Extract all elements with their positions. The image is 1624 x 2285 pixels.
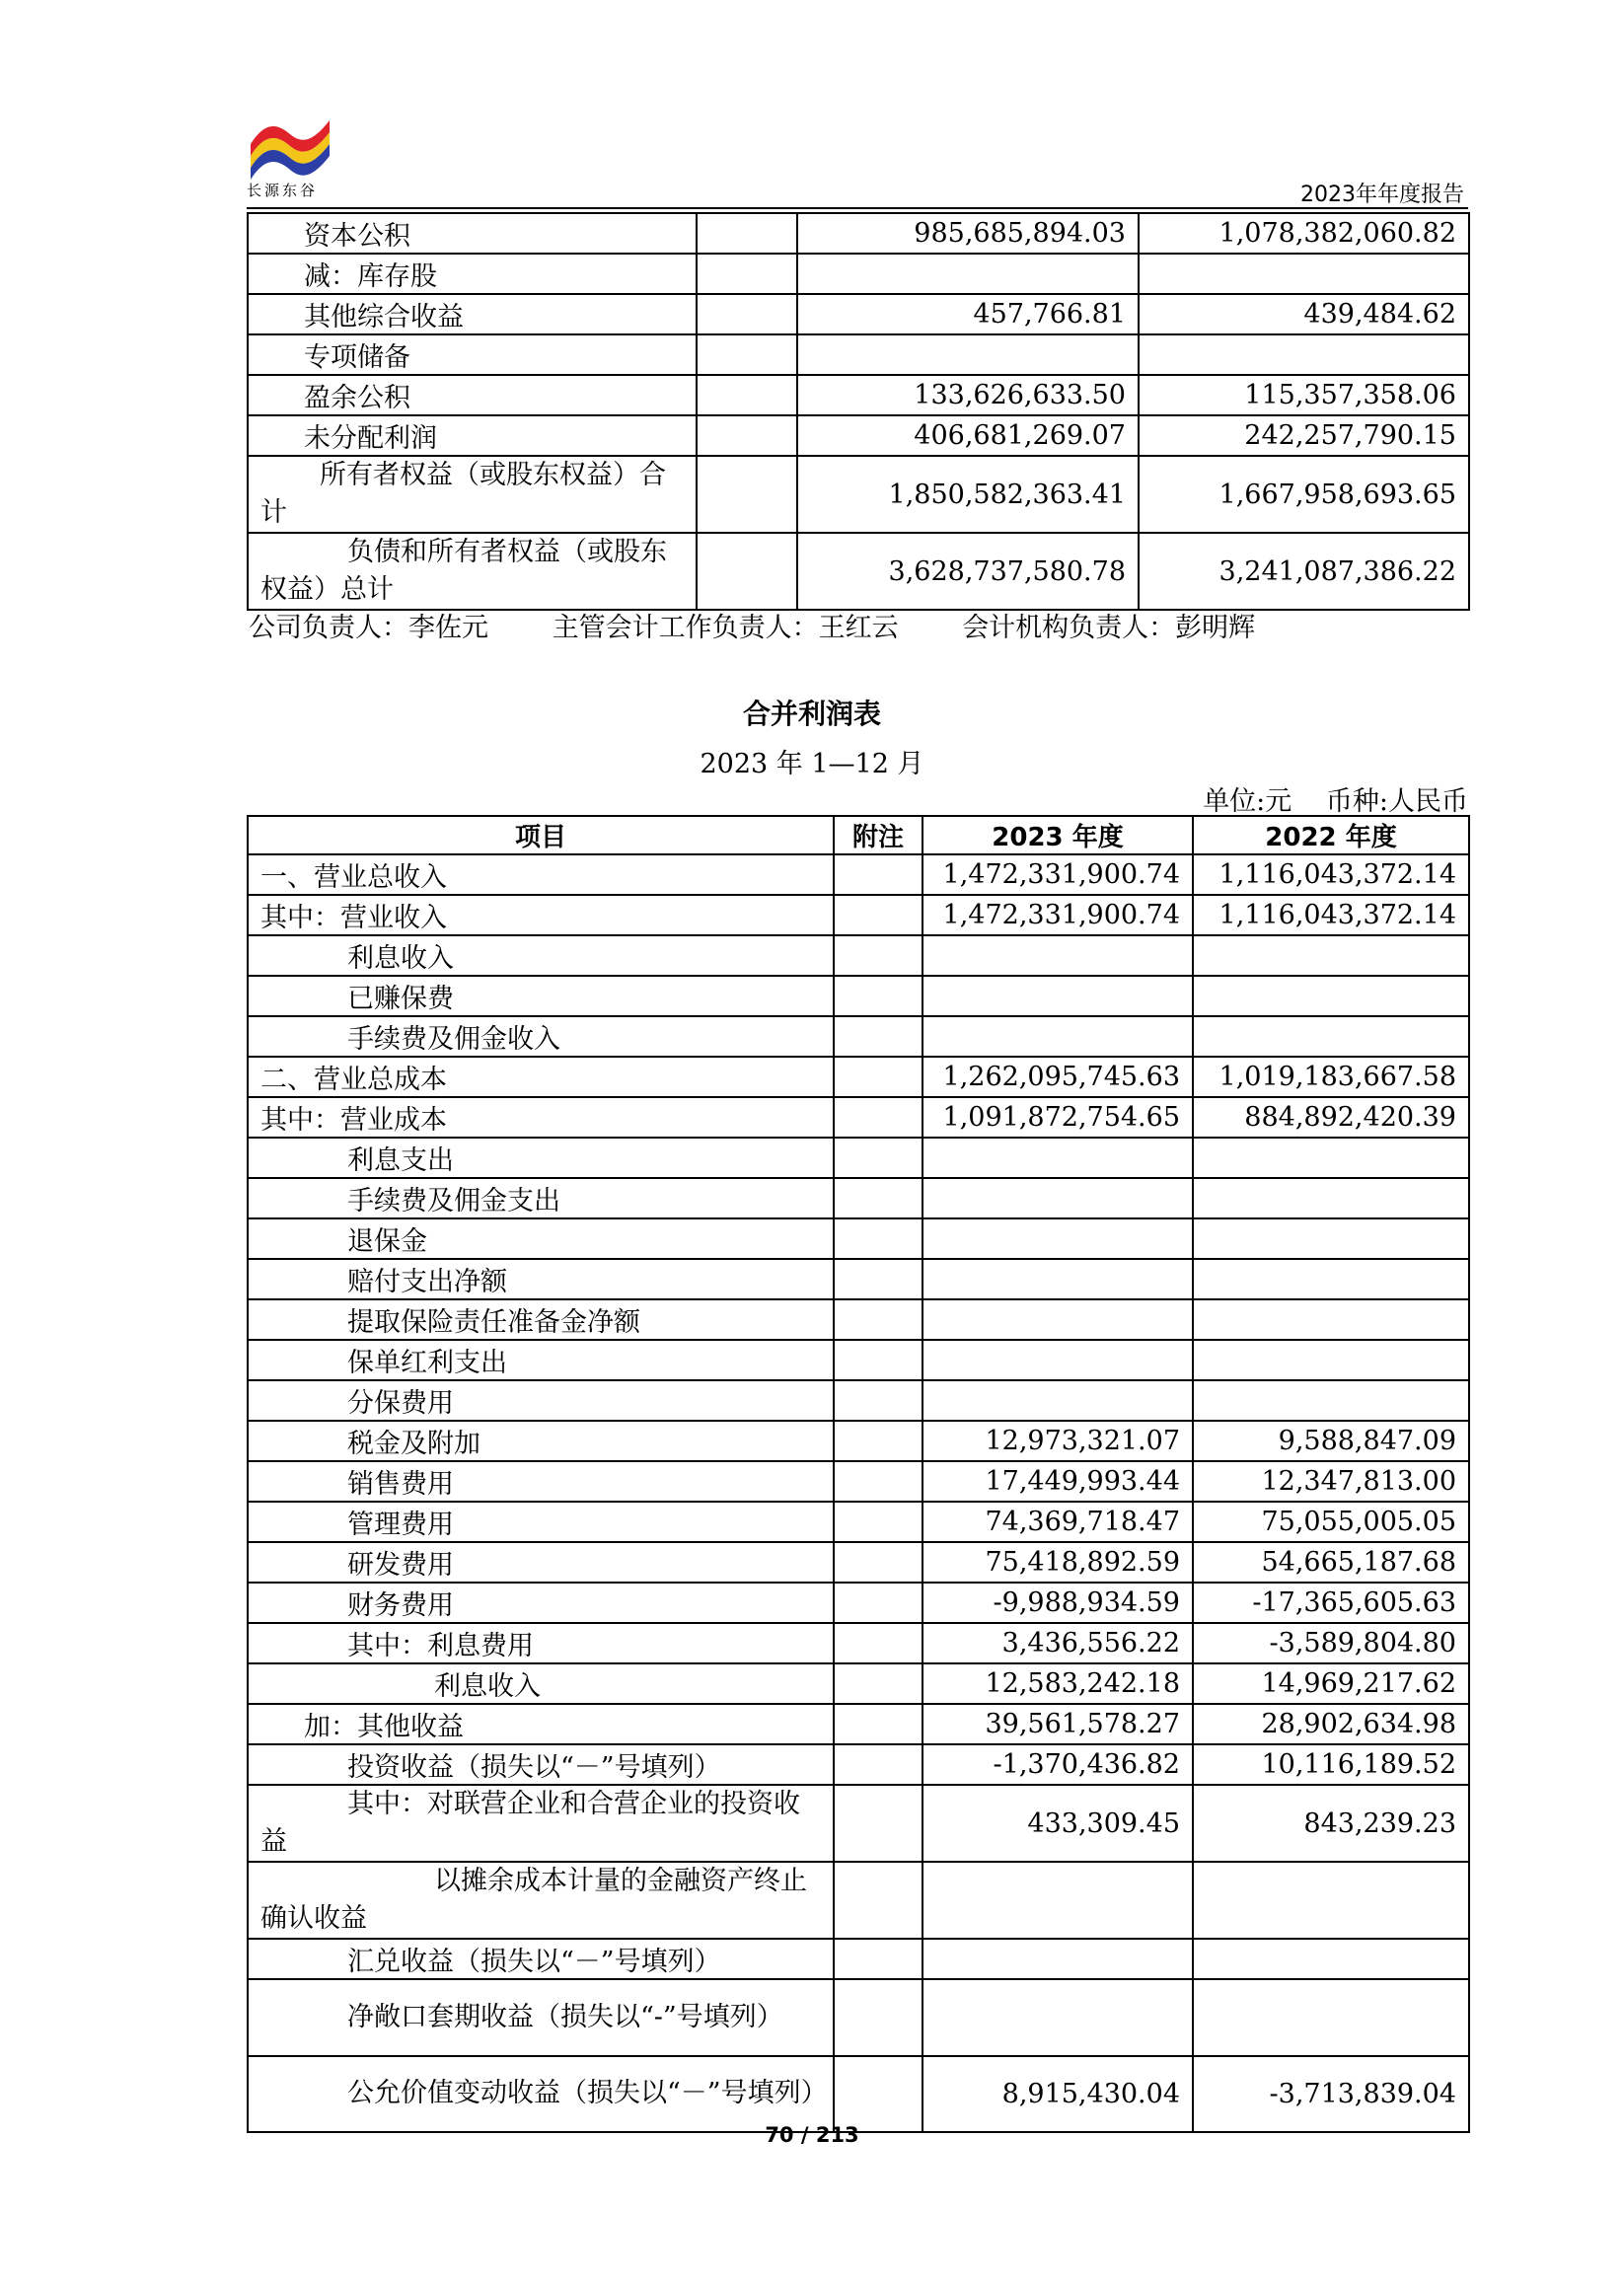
row-prior-value	[1193, 1138, 1469, 1178]
row-note	[697, 533, 797, 610]
row-item-label: 投资收益（损失以“－”号填列）	[248, 1744, 834, 1785]
table-row	[248, 976, 1469, 1016]
table-row	[248, 1138, 1469, 1178]
row-prior-value: 9,588,847.09	[1193, 1421, 1469, 1461]
row-current-value: 8,915,430.04	[923, 2056, 1193, 2133]
row-item-label: 研发费用	[248, 1542, 834, 1583]
row-item-label: 其中：对联营企业和合营企业的投资收益	[248, 1785, 834, 1862]
row-prior-value: 1,116,043,372.14	[1193, 854, 1469, 895]
company-head: 公司负责人：李佐元	[249, 613, 488, 643]
row-prior-value: 884,892,420.39	[1193, 1097, 1469, 1138]
row-item-label: 资本公积	[248, 213, 697, 254]
table-row	[248, 935, 1469, 976]
row-item-label: 提取保险责任准备金净额	[248, 1299, 834, 1340]
row-current-value: 75,418,892.59	[923, 1542, 1193, 1583]
row-current-value	[923, 1218, 1193, 1259]
row-current-value: 457,766.81	[797, 294, 1139, 334]
row-current-value	[797, 334, 1139, 375]
row-prior-value: 75,055,005.05	[1193, 1502, 1469, 1542]
table-row	[248, 1502, 1469, 1542]
row-item-label: 利息支出	[248, 1138, 834, 1178]
row-note	[834, 1016, 923, 1057]
table-row	[248, 254, 1469, 294]
row-current-value: 1,472,331,900.74	[923, 895, 1193, 935]
table-row	[248, 533, 1469, 610]
table-row	[248, 1583, 1469, 1623]
row-note	[834, 1704, 923, 1744]
row-item-label: 减：库存股	[248, 254, 697, 294]
table-row	[248, 1663, 1469, 1704]
row-item-label: 手续费及佣金支出	[248, 1178, 834, 1218]
row-item-label: 专项储备	[248, 334, 697, 375]
row-prior-value	[1193, 1259, 1469, 1299]
row-note	[697, 294, 797, 334]
row-prior-value: 28,902,634.98	[1193, 1704, 1469, 1744]
row-prior-value	[1193, 1016, 1469, 1057]
row-note	[697, 415, 797, 456]
row-prior-value: -3,589,804.80	[1193, 1623, 1469, 1663]
header-divider	[247, 207, 1468, 209]
row-item-label: 加：其他收益	[248, 1704, 834, 1744]
row-item-label: 净敞口套期收益（损失以“-”号填列）	[248, 1979, 834, 2056]
table-row	[248, 1380, 1469, 1421]
row-current-value	[923, 1979, 1193, 2056]
row-current-value	[923, 976, 1193, 1016]
row-note	[834, 1461, 923, 1502]
row-current-value	[797, 254, 1139, 294]
row-current-value: 406,681,269.07	[797, 415, 1139, 456]
row-note	[834, 976, 923, 1016]
row-item-label: 其他综合收益	[248, 294, 697, 334]
income-statement-table	[247, 815, 1470, 2133]
table-row	[248, 1218, 1469, 1259]
table-row	[248, 1097, 1469, 1138]
row-current-value: 17,449,993.44	[923, 1461, 1193, 1502]
row-item-label: 税金及附加	[248, 1421, 834, 1461]
currency-label: 币种:人民币	[1325, 786, 1468, 817]
row-prior-value: 12,347,813.00	[1193, 1461, 1469, 1502]
row-prior-value: 54,665,187.68	[1193, 1542, 1469, 1583]
row-prior-value	[1193, 1218, 1469, 1259]
row-prior-value: -3,713,839.04	[1193, 2056, 1469, 2133]
row-prior-value	[1193, 1178, 1469, 1218]
row-current-value: 3,628,737,580.78	[797, 533, 1139, 610]
accounting-head: 主管会计工作负责人：王红云	[552, 613, 899, 643]
row-item-label: 其中：营业收入	[248, 895, 834, 935]
row-note	[834, 1979, 923, 2056]
row-prior-value	[1193, 976, 1469, 1016]
table-row	[248, 854, 1469, 895]
row-item-label: 负债和所有者权益（或股东权益）总计	[248, 533, 697, 610]
table-row	[248, 1299, 1469, 1340]
row-item-label: 赔付支出净额	[248, 1259, 834, 1299]
row-current-value: 3,436,556.22	[923, 1623, 1193, 1663]
row-current-value	[923, 1016, 1193, 1057]
balance-sheet-table	[247, 212, 1470, 611]
row-prior-value	[1193, 1299, 1469, 1340]
table-row	[248, 1016, 1469, 1057]
row-current-value: -1,370,436.82	[923, 1744, 1193, 1785]
row-note	[697, 334, 797, 375]
row-prior-value: 14,969,217.62	[1193, 1663, 1469, 1704]
row-current-value	[923, 1259, 1193, 1299]
row-item-label: 手续费及佣金收入	[248, 1016, 834, 1057]
row-prior-value: 242,257,790.15	[1139, 415, 1469, 456]
row-current-value	[923, 1380, 1193, 1421]
row-current-value: 12,583,242.18	[923, 1663, 1193, 1704]
row-prior-value	[1193, 935, 1469, 976]
row-note	[834, 1138, 923, 1178]
row-item-label: 财务费用	[248, 1583, 834, 1623]
row-prior-value: 115,357,358.06	[1139, 375, 1469, 415]
table-row	[248, 2056, 1469, 2133]
column-header-current: 2023 年度	[923, 816, 1193, 854]
table-row	[248, 1461, 1469, 1502]
row-prior-value	[1193, 1979, 1469, 2056]
row-current-value	[923, 1178, 1193, 1218]
row-current-value	[923, 1862, 1193, 1939]
report-title: 2023年年度报告	[1300, 183, 1464, 207]
row-prior-value: 1,019,183,667.58	[1193, 1057, 1469, 1097]
table-row	[248, 1057, 1469, 1097]
row-item-label: 其中：利息费用	[248, 1623, 834, 1663]
company-logo	[247, 116, 333, 180]
table-row	[248, 1340, 1469, 1380]
row-note	[834, 1542, 923, 1583]
row-current-value: 1,262,095,745.63	[923, 1057, 1193, 1097]
row-current-value	[923, 1299, 1193, 1340]
accounting-org-head: 会计机构负责人：彭明辉	[962, 613, 1256, 643]
table-row	[248, 1979, 1469, 2056]
row-prior-value: 3,241,087,386.22	[1139, 533, 1469, 610]
page-number: 70 / 213	[765, 2123, 859, 2147]
row-current-value	[923, 1340, 1193, 1380]
row-prior-value	[1139, 334, 1469, 375]
row-note	[834, 1939, 923, 1979]
row-prior-value	[1193, 1939, 1469, 1979]
row-item-label: 利息收入	[248, 1663, 834, 1704]
row-item-label: 分保费用	[248, 1380, 834, 1421]
table-row	[248, 1862, 1469, 1939]
table-row	[248, 334, 1469, 375]
row-note	[834, 1421, 923, 1461]
row-current-value	[923, 935, 1193, 976]
row-current-value: 74,369,718.47	[923, 1502, 1193, 1542]
row-note	[834, 1380, 923, 1421]
row-current-value: 1,850,582,363.41	[797, 456, 1139, 533]
row-note	[834, 1502, 923, 1542]
signature-line	[249, 606, 1310, 644]
unit-label: 单位:元	[1203, 786, 1292, 817]
row-note	[834, 2056, 923, 2133]
table-row	[248, 294, 1469, 334]
row-item-label: 公允价值变动收益（损失以“－”号填列）	[248, 2056, 834, 2133]
row-note	[834, 1785, 923, 1862]
row-item-label: 汇兑收益（损失以“－”号填列）	[248, 1939, 834, 1979]
row-item-label: 一、营业总收入	[248, 854, 834, 895]
row-current-value: 433,309.45	[923, 1785, 1193, 1862]
row-note	[697, 375, 797, 415]
row-item-label: 保单红利支出	[248, 1340, 834, 1380]
row-item-label: 管理费用	[248, 1502, 834, 1542]
row-note	[697, 213, 797, 254]
row-current-value: 12,973,321.07	[923, 1421, 1193, 1461]
row-item-label: 二、营业总成本	[248, 1057, 834, 1097]
row-item-label: 未分配利润	[248, 415, 697, 456]
row-note	[834, 1097, 923, 1138]
row-current-value: 1,472,331,900.74	[923, 854, 1193, 895]
row-note	[834, 1218, 923, 1259]
row-current-value	[923, 1138, 1193, 1178]
row-current-value	[923, 1939, 1193, 1979]
table-row	[248, 456, 1469, 533]
row-note	[834, 1862, 923, 1939]
row-current-value: -9,988,934.59	[923, 1583, 1193, 1623]
row-note	[697, 456, 797, 533]
row-note	[834, 1057, 923, 1097]
row-prior-value: 1,116,043,372.14	[1193, 895, 1469, 935]
table-row	[248, 1939, 1469, 1979]
row-note	[834, 1744, 923, 1785]
row-prior-value: 1,667,958,693.65	[1139, 456, 1469, 533]
row-current-value: 39,561,578.27	[923, 1704, 1193, 1744]
row-current-value: 133,626,633.50	[797, 375, 1139, 415]
row-prior-value	[1193, 1340, 1469, 1380]
row-note	[834, 935, 923, 976]
column-header-item: 项目	[248, 816, 834, 854]
table-row	[248, 213, 1469, 254]
row-note	[834, 1623, 923, 1663]
row-prior-value: 10,116,189.52	[1193, 1744, 1469, 1785]
row-note	[697, 254, 797, 294]
table-row	[248, 1178, 1469, 1218]
statement-period: 2023 年 1—12 月	[700, 749, 924, 779]
row-prior-value	[1139, 254, 1469, 294]
row-item-label: 所有者权益（或股东权益）合计	[248, 456, 697, 533]
row-item-label: 退保金	[248, 1218, 834, 1259]
row-item-label: 销售费用	[248, 1461, 834, 1502]
row-item-label: 已赚保费	[248, 976, 834, 1016]
table-row	[248, 895, 1469, 935]
row-current-value: 985,685,894.03	[797, 213, 1139, 254]
row-prior-value	[1193, 1380, 1469, 1421]
row-prior-value: 1,078,382,060.82	[1139, 213, 1469, 254]
row-note	[834, 1663, 923, 1704]
row-note	[834, 854, 923, 895]
row-item-label: 利息收入	[248, 935, 834, 976]
row-prior-value: 439,484.62	[1139, 294, 1469, 334]
table-row	[248, 1704, 1469, 1744]
table-row	[248, 1542, 1469, 1583]
row-note	[834, 895, 923, 935]
row-item-label: 以摊余成本计量的金融资产终止确认收益	[248, 1862, 834, 1939]
table-header-row	[248, 816, 1469, 854]
row-note	[834, 1299, 923, 1340]
row-note	[834, 1178, 923, 1218]
row-note	[834, 1583, 923, 1623]
table-row	[248, 1744, 1469, 1785]
column-header-prior: 2022 年度	[1193, 816, 1469, 854]
table-row	[248, 415, 1469, 456]
row-prior-value: -17,365,605.63	[1193, 1583, 1469, 1623]
row-item-label: 其中：营业成本	[248, 1097, 834, 1138]
logo-caption: 长源东谷	[247, 182, 319, 199]
row-prior-value	[1193, 1862, 1469, 1939]
table-row	[248, 1623, 1469, 1663]
row-prior-value: 843,239.23	[1193, 1785, 1469, 1862]
column-header-note: 附注	[834, 816, 923, 854]
row-current-value: 1,091,872,754.65	[923, 1097, 1193, 1138]
table-row	[248, 375, 1469, 415]
table-row	[248, 1421, 1469, 1461]
row-note	[834, 1340, 923, 1380]
table-row	[248, 1785, 1469, 1862]
row-note	[834, 1259, 923, 1299]
unit-currency-line	[1203, 779, 1468, 818]
income-statement-title: 合并利润表	[742, 698, 881, 730]
row-item-label: 盈余公积	[248, 375, 697, 415]
table-row	[248, 1259, 1469, 1299]
